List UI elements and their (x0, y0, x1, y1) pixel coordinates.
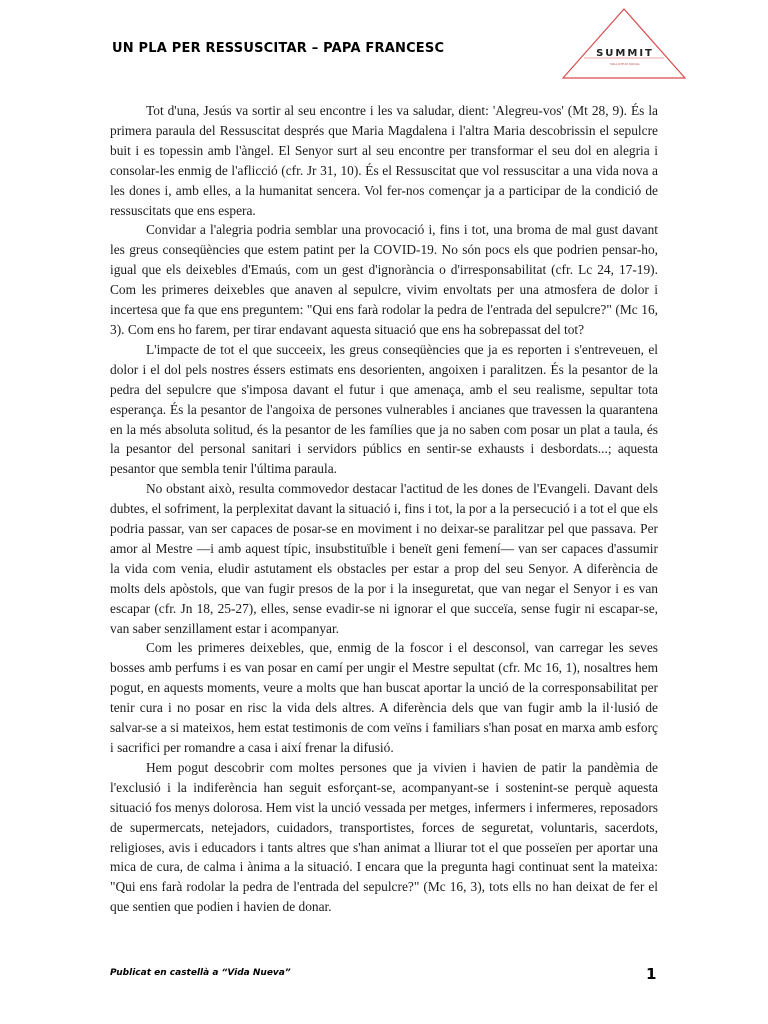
paragraph: Hem pogut descobrir com moltes persones que ja vivien i havien de patir la pandèmia de l'exclusió i la indiferència han seguit esforçant-se, acompanyant-se i sostenint-se perquè aquesta situació fos menys dolorosa. Hem vist la unció vessada per metges, infermers i infermeres, reposadors de supermercats, netejadors, cuidadors, transportistes, forces de seguretat, voluntaris, sacerdots, religioses, avis i educadors i tants altres que s'han animat a lliurar tot el que posseïen per aportar una mica de cura, de calma i ànima a la situació. I encara que la pregunta hagi continuat sent la mateixa: "Qui ens farà rodolar la pedra de l'entrada del sepulcre?" (Mc 16, 3), tots ells no han deixat de fer el que sentien que podien i havien de donar. (110, 759, 658, 915)
article-body (110, 101, 658, 917)
paragraph: Convidar a l'alegria podria semblar una provocació i, fins i tot, una broma de mal gust davant les greus conseqüències que estem patint per la COVID-19. No són pocs els que podrien pensar-ho, igual que els deixebles d'Emaús, com un gest d'ignorància o d'irresponsabilitat (cfr. Lc 24, 17-19). Com les primeres deixebles que anaven al sepulcre, vivim envoltats per una atmosfera de dolor i incertesa que fa que ens preguntem: "Qui ens farà rodolar la pedra de l'entrada del sepulcre?" (Mc 16, 3). Com ens ho farem, per tirar endavant aquesta situació que ens ha sobrepassat del tot? (110, 222, 658, 337)
logo-subtext: SOLLICITUD SOCIAL (610, 62, 640, 66)
paragraph: Tot d'una, Jesús va sortir al seu encontre i les va saludar, dient: 'Alegreu-vos' (Mt 28, 9). És la primera paraula del Ressuscitat després que Maria Magdalena i l'altra Maria descobrissin el sepulcre buit i es topessin amb l'àngel. El Senyor surt al seu encontre per transformar el seu dol en alegria i consolar-les enmig de l'aflicció (cfr. Jr 31, 10). És el Ressuscitat que vol ressuscitar a una vida nova a les dones i, amb elles, a la humanitat sencera. Vol fer-nos començar ja a participar de la condició de ressuscitats que ens espera. (110, 103, 658, 218)
paragraph: L'impacte de tot el que succeeix, les greus conseqüències que ja es reporten i s'entreveuen, el dolor i el dol pels nostres éssers estimats ens desorienten, angoixen i paralitzen. És la pesantor de la pedra del sepulcre que s'imposa davant el futur i que amenaça, amb el seu realisme, sepultar tota esperança. És la pesantor de l'angoixa de persones vulnerables i ancianes que travessen la quarantena en la més absoluta solitud, és la pesantor de les famílies que ja no saben com posar un plat a taula, és la pesantor del personal sanitari i servidors públics en sentir-se exhausts i desbordats...; aquesta pesantor que sembla tenir l'última paraula. (110, 341, 658, 477)
paragraph: No obstant això, resulta commovedor destacar l'actitud de les dones de l'Evangeli. Davant dels dubtes, el sofriment, la perplexitat davant la situació i, fins i tot, la por a la persecució i a tot el que els podria passar, van ser capaces de posar-se en moviment i no deixar-se paralitzar pel que passava. Per amor al Mestre —i amb aquest típic, insubstituïble i beneït geni femení— van ser capaces d'assumir la vida com venia, eludir astutament els obstacles per estar a prop del seu Senyor. A diferència de molts dels apòstols, que van fugir presos de la por i la inseguretat, que van negar el Senyor i es van escapar (cfr. Jn 18, 25-27), elles, sense evadir-se ni ignorar el que succeïa, sense fugir ni escapar-se, van saber senzillament estar i acompanyar. (110, 481, 658, 636)
paragraph: Com les primeres deixebles, que, enmig de la foscor i el desconsol, van carregar les seves bosses amb perfums i es van posar en camí per ungir el Mestre sepultat (cfr. Mc 16, 1), nosaltres hem pogut, en aquests moments, veure a molts que han buscat aportar la unció de la corresponsabilitat per tenir cura i no posar en risc la vida dels altres. A diferència dels que van fugir amb la il·lusió de salvar-se a si mateixos, hem estat testimonis de com veïns i familiars s'han posat en marxa amb esforç i sacrifici per romandre a casa i així frenar la difusió. (110, 640, 658, 755)
logo-text: SUMMIT (596, 48, 654, 59)
summit-logo (560, 6, 690, 80)
triangle-logo-icon (560, 6, 690, 80)
document-title: UN PLA PER RESSUSCITAR – PAPA FRANCESC (112, 41, 445, 56)
publication-note: Publicat en castellà a “Vida Nueva” (110, 968, 291, 978)
page-number: 1 (646, 965, 657, 983)
